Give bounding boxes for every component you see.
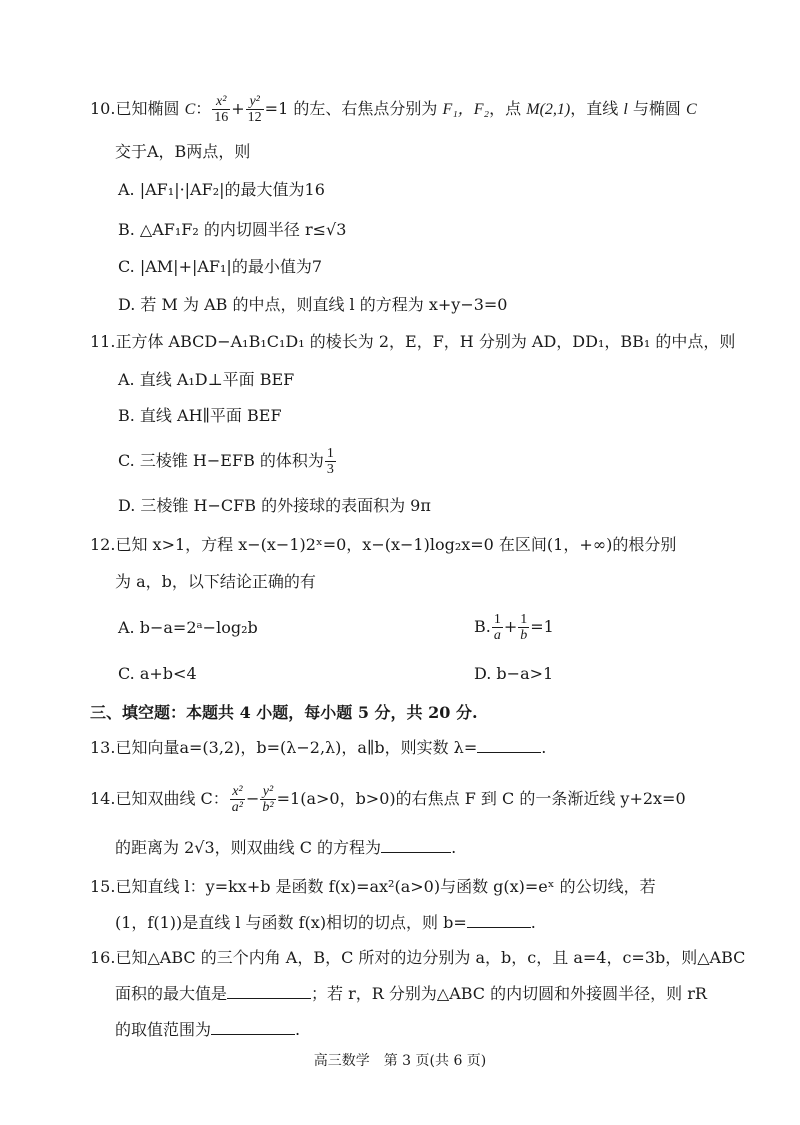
q10-option-d: D. 若 M 为 AB 的中点，则直线 l 的方程为 x+y−3=0 [118,295,508,314]
q14-frac-x: $\frac{\text{x²}}{\text{a²}}$ [231,784,243,815]
q15-number: 15. [90,877,116,896]
q10-stem-line1: 10.已知椭圆 C： $\frac{\text{x²}}{16}$ + $\frac{\text{y²}}{12}$ =1 的左、右焦点分别为 F₁，F₂，点 M(2,1)，直线 l 与椭圆 C [90,94,697,125]
q10-frac-y: $\frac{\text{y²}}{12}$ [247,94,262,125]
q11-option-c: C. 三棱锥 H−EFB 的体积为 $\frac{1}{3}$ [118,446,334,477]
q13-number: 13. [90,738,116,757]
q14-number: 14. [90,789,116,808]
q11-option-b: B. 直线 AH∥平面 BEF [118,406,282,425]
q16-stem-line3: 的取值范围为 . [115,1020,301,1039]
q10-stem-line2: 交于A，B两点，则 [115,142,251,161]
q12-option-b: B. $\frac{1}{a}$ + $\frac{1}{b}$ =1 [474,612,554,643]
q12-option-c: C. a+b<4 [118,664,197,683]
q13-stem: 13.已知向量a=(3,2)，b=(λ−2,λ)，a∥b，则实数 λ= . [90,738,547,757]
q15-stem-line1: 15.已知直线 l：y=kx+b 是函数 f(x)=ax²(a>0)与函数 g(x)=eˣ 的公切线，若 [90,877,656,896]
q10-option-c: C. |AM|+|AF₁|的最小值为7 [118,257,323,276]
q15-answer-blank[interactable] [467,915,531,928]
q11-option-a: A. 直线 A₁D⊥平面 BEF [118,370,295,389]
q15-stem-line2: (1，f(1))是直线 l 与函数 f(x)相切的切点，则 b= . [115,913,536,932]
q14-stem-line2: 的距离为 2√3，则双曲线 C 的方程为 . [115,838,457,857]
page-footer: 高三数学 第 3 页(共 6 页) [313,1053,487,1069]
q12-frac-1a: $\frac{1}{a}$ [493,612,501,643]
q10-number: 10. [90,99,116,118]
q11-stem: 11.正方体 ABCD−A₁B₁C₁D₁ 的棱长为 2，E，F，H 分别为 AD，DD₁，BB₁ 的中点，则 [90,332,736,351]
q10-frac-x: $\frac{\text{x²}}{16}$ [214,94,229,125]
q11-number: 11. [90,332,116,351]
q14-frac-y: $\frac{\text{y²}}{\text{b²}}$ [262,784,274,815]
q11-option-d: D. 三棱锥 H−CFB 的外接球的表面积为 9π [118,496,431,515]
q14-stem-line1: 14.已知双曲线 C： $\frac{\text{x²}}{\text{a²}}$ − $\frac{\text{y²}}{\text{b²}}$ =1(a>0，b>0)的右焦点 F 到 C 的一条渐近线 y+2x=0 [90,784,686,815]
q16-number: 16. [90,948,116,967]
q12-option-a: A. b−a=2ᵃ−log₂b [118,618,258,637]
section3-heading: 三、填空题：本题共 4 小题，每小题 5 分，共 20 分. [90,703,478,722]
q11-volume-fraction: $\frac{1}{3}$ [326,446,334,477]
q12-option-d: D. b−a>1 [474,664,554,683]
q16-area-answer-blank[interactable] [227,986,311,999]
q12-stem-line2: 为 a，b，以下结论正确的有 [115,572,316,591]
q13-answer-blank[interactable] [477,740,541,753]
q10-option-a: A. |AF₁|·|AF₂|的最大值为16 [118,180,325,199]
q16-stem-line2: 面积的最大值是 ；若 r，R 分别为△ABC 的内切圆和外接圆半径，则 rR [115,984,707,1003]
q12-number: 12. [90,535,116,554]
q12-stem-line1: 12.已知 x>1，方程 x−(x−1)2ˣ=0，x−(x−1)log₂x=0 在区间(1，+∞)的根分别 [90,535,677,554]
q16-stem-line1: 16.已知△ABC 的三个内角 A，B，C 所对的边分别为 a，b，c，且 a=4，c=3b，则△ABC [90,948,746,967]
q12-frac-1b: $\frac{1}{b}$ [520,612,528,643]
q10-option-b: B. △AF₁F₂ 的内切圆半径 r≤√3 [118,220,347,239]
q14-answer-blank[interactable] [381,840,451,853]
q16-range-answer-blank[interactable] [211,1022,295,1035]
